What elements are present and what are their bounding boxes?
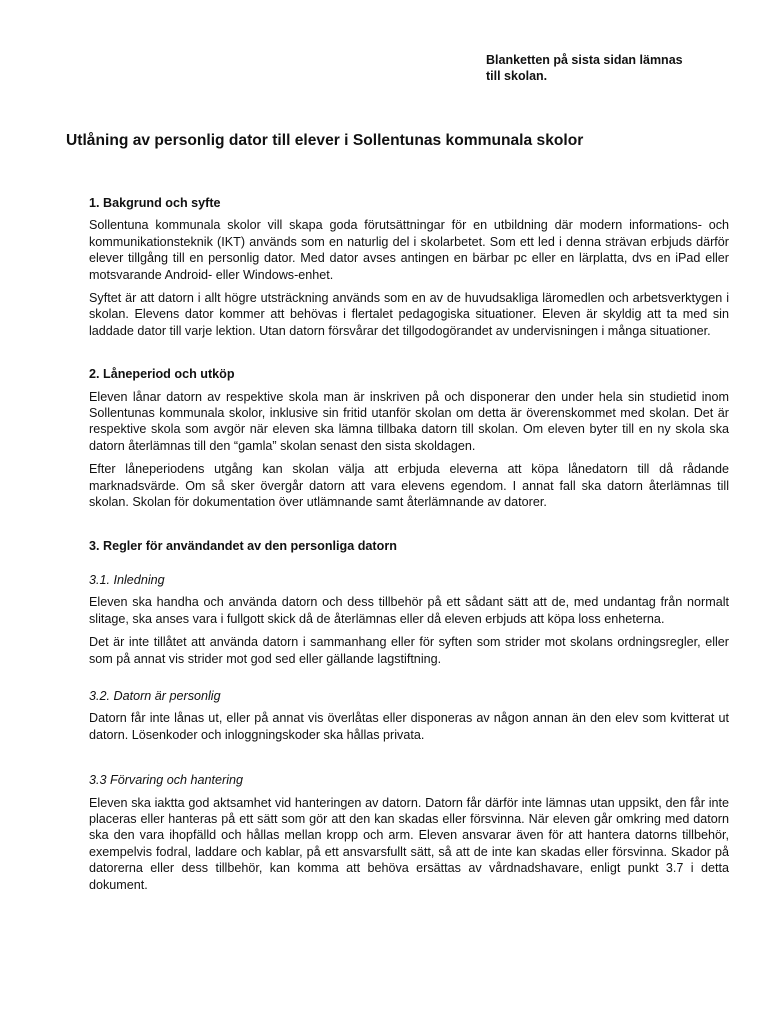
section-rules: [89, 538, 729, 894]
paragraph: Eleven ska handha och använda datorn och dess tillbehör på ett sådant sätt att de, med undantag från normalt slitage, ska anses vara i fullgott skick då de återlämnas eller då eleven erbjuds att köpa loss enheterna.: [89, 595, 729, 626]
section-loan-period: [89, 366, 729, 510]
section-heading: 1. Bakgrund och syfte: [89, 196, 221, 210]
paragraph: Syftet är att datorn i allt högre utsträckning används som en av de huvudsakliga läromedlen och arbetsverktygen i skolan. Elevens dator kommer att behövas i flertalet pedagogiska situationer. Eleven är skyldig att ta med sin laddade dator till varje lektion. Utan datorn försvårar det tillgodogörandet av undervisningen i många situationer.: [89, 291, 729, 338]
top-note: [486, 52, 736, 84]
subsection-heading: 3.1. Inledning: [89, 572, 165, 587]
paragraph: Eleven ska iaktta god aktsamhet vid hanteringen av datorn. Datorn får därför inte lämnas utan uppsikt, den får inte placeras eller hanteras på ett sätt som gör att den kan skadas eller försvinna. När eleven går omkring med datorn ska den vara ihopfälld och hållas mellan kropp och arm. Eleven ansvarar även för att hantera datorns tillbehör, exempelvis fodral, laddare och kablar, på ett ansvarsfullt sätt, så att de inte kan skadas eller försvinna. Skador på datorerna eller dess tillbehör, kan komma att behöva ersättas av vårdnadshavare, enligt punkt 3.7 i detta dokument.: [89, 795, 729, 892]
subsection-heading: 3.2. Datorn är personlig: [89, 688, 221, 703]
document-body: [89, 195, 729, 900]
spacer: [89, 674, 729, 688]
paragraph: Eleven lånar datorn av respektive skola man är inskriven på och disponerar den under hela sin studietid inom Sollentunas kommunala skolor, inklusive sin fritid utanför skolan om detta är överenskommet med skolan. Det är respektive skola som avgör när eleven ska lämna tillbaka datorn till skolan. Om eleven byter till en ny skola ska datorn återlämnas till den “gamla” skolan senast den sista skoldagen.: [89, 389, 729, 453]
page-title: Utlåning av personlig dator till elever i Sollentunas kommunala skolor: [66, 132, 584, 149]
spacer: [89, 346, 729, 366]
spacer: [89, 750, 729, 772]
paragraph: Efter låneperiodens utgång kan skolan välja att erbjuda eleverna att köpa lånedatorn till då rådande marknadsvärde. Om så sker övergår datorn att vara elevens egendom. I annat fall ska datorn återlämnas till skolan. Skolan för dokumentation över utlämnande samt återlämnande av datorer.: [89, 462, 729, 510]
top-note-line-2: till skolan.: [486, 69, 548, 83]
section-heading: 3. Regler för användandet av den personliga datorn: [89, 538, 397, 553]
spacer: [89, 518, 729, 538]
paragraph: Sollentuna kommunala skolor vill skapa goda förutsättningar för en utbildning där modern informations- och kommunikationsteknik (IKT) används som en naturlig del i skolarbetet. Som ett led i denna strävan erbjuds därför elever tillgång till en personlig dator. Med dator avses antingen en bärbar pc eller en lärplatta, dvs en iPad eller motsvarande Android- eller Windows-enhet.: [89, 218, 729, 282]
top-note-line-1: Blanketten på sista sidan lämnas: [486, 53, 683, 67]
section-background: [89, 195, 729, 339]
section-heading: 2. Låneperiod och utköp: [89, 367, 235, 382]
spacer: [89, 560, 729, 572]
subsection-heading: 3.3 Förvaring och hantering: [89, 773, 244, 788]
paragraph: Datorn får inte lånas ut, eller på annat vis överlåtas eller disponeras av någon annan än den elev som kvitterat ut datorn. Lösenkoder och inloggningskoder ska hållas privata.: [89, 711, 729, 742]
paragraph: Det är inte tillåtet att använda datorn i sammanhang eller för syften som strider mot skolans ordningsregler, eller som på annat vis strider mot god sed eller gällande lagstiftning.: [89, 635, 729, 666]
